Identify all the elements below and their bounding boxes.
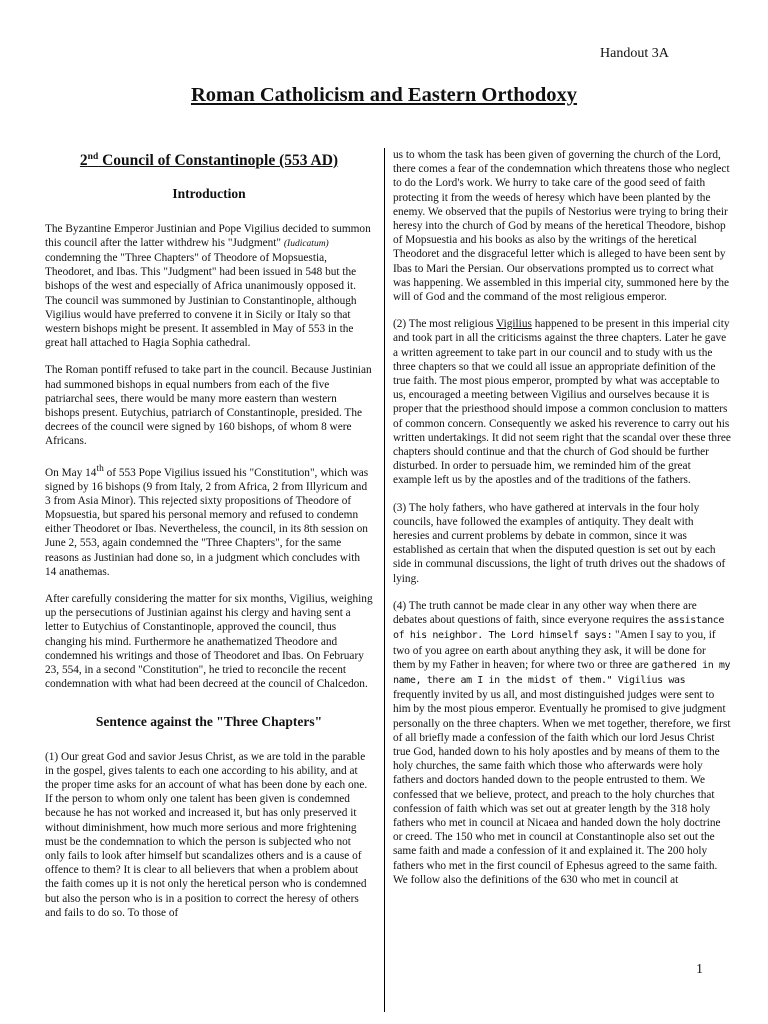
introduction-heading: Introduction	[172, 186, 246, 202]
right-p2-text-a: (2) The most religious	[393, 318, 497, 331]
intro-p1-text-a: The Byzantine Emperor Justinian and Pope Vigilius decided to summon this council after the latter withdrew his "Judgment"	[45, 222, 371, 249]
intro-paragraph-2: The Roman pontiff refused to take part in the council. Because Justinian had summoned bishops in equal numbers from each of the five patriarchal sees, there would be many more eastern than western bishops present. Eutychius, patriarch of Constantinople, presided. The decrees of the council were signed by 160 bishops, of whom 8 were Africans.	[45, 364, 372, 448]
intro-paragraph-1	[45, 222, 373, 351]
vigilius-underlined: Vigilius	[496, 318, 532, 331]
right-paragraph-4	[393, 599, 731, 887]
right-p4-text-b: "Amen I say to you, if two of you agree on earth about anything they ask, it will be done for them by my Father in heaven; for where two or three are	[393, 629, 716, 671]
column-divider	[384, 148, 385, 1012]
left-column	[45, 148, 373, 933]
sentence-paragraph-1: (1) Our great God and savior Jesus Christ, as we are told in the parable in the gospel, gives talents to each one according to his ability, and at the proper time asks for an account of what has been done by each one. If the person to whom only one talent has been given is condemned because he has not worked and increased it, but has only preserved it without diminishment, how much more serious and more frightening must be the condemnation to which the person is subjected who not only fails to look after himself but scandalizes others and is a cause of offence to them? It is clear to all believers that when a problem about the faith comes up it is not only the heretical person who is condemned but also the person who is in a position to correct the heresy of others and fails to do so. To those of	[45, 750, 368, 919]
right-paragraph-3: (3) The holy fathers, who have gathered at intervals in the four holy councils, have followed the examples of antiquity. They dealt with heresies and current problems by debate in common, since it was established as certain that when the disputed question is set out by each side in communal discussions, the light of truth drives out the shadows of lying.	[393, 501, 726, 585]
right-p4-typed-2: gathered in my name, there am I in the midst of them." Vigilius was	[393, 659, 731, 686]
intro-p3-sup: th	[96, 463, 104, 474]
right-p4-text-c: frequently invited by us all, and most distinguished judges were sent to him by the most pious emperor. Eventually he promised to give judgment personally on the three chapters. When we met together, therefore, we first of all briefly made a confession of the faith which our lord Jesus Christ true God, handed down to his holy apostles and by means of them to the holy churches, the same faith which those who afterwards were holy fathers and doctors handed down to the people entrusted to them. We confessed that we believe, protect, and preach to the holy churches that confession of faith which was set out at greater length by the 318 holy fathers who met in council at Nicaea and handed down the holy doctrine or creed. The 150 who met in council at Constantinople also set out the same faith and made a confession of it and explained it. The 200 holy fathers who met in the first council of Ephesus agreed to the same faith. We follow also the definitions of the 630 who met in council at	[393, 689, 731, 886]
intro-p3-text-a: On May 14	[45, 466, 97, 479]
document-title: Roman Catholicism and Eastern Orthodoxy	[190, 84, 578, 106]
page-number: 1	[696, 962, 703, 977]
right-paragraph-1: us to whom the task has been given of governing the church of the Lord, there comes a fear of the condemnation which threatens those who neglect to do the Lord's work. We hurry to take care of the good seed of faith protecting it from the weeds of heresy which have been planted by the enemy. We observed that the pupils of Nestorius were trying to bring their heresy into the church of God by means of the heretical Theodore, bishop of Mopsuestia and his books as also by the writings of the heretical Theodoret and the disgraceful letter which is alleged to have been sent by Ibas to Mari the Persian. Our observations prompted us to correct what was happening. We assembled in this imperial city, summoned here by the will of God and the command of the most religious emperor.	[393, 149, 730, 304]
council-ordinal: 2	[79, 152, 88, 170]
right-p4-typed-1: assistance of his neighbor. The Lord himself says:	[393, 615, 725, 642]
right-p2-text-b: happened to be present in this imperial city and took part in all the criticisms against the three chapters. Later he gave a written agreement to take part in our council and to study with us the three chapters so that we could all issue an appropriate definition of the true faith. The most pious emperor, prompted by what was acceptable to us, encouraged a meeting between Vigilius and ourselves because it is proper that the priesthood should impose a common conclusion to matters of common concern. Consequently we asked his reverence to carry out his written undertakings. It did not seem right that the scandal over these three chapters should continue and that the church of God should be further disturbed. In order to persuade him, we reminded him of the great example left us by the apostles and of the traditions of the fathers.	[393, 318, 731, 487]
right-paragraph-2	[393, 317, 731, 487]
intro-p1-text-b: condemning the "Three Chapters" of Theodore of Mopsuestia, Theodoret, and Ibas. This "Judgment" had been issued in 548 but the bishops of the west and especially of Africa unanimously opposed it. The council was summoned by Justinian to Constantinople, although Vigilius would have preferred to convene it in Sicily or Italy so that western bishops might be present. It assembled in May of 553 in the great hall attached to Hagia Sophia cathedral.	[45, 251, 357, 350]
right-p4-text-a: (4) The truth cannot be made clear in any other way when there are debates about questions of faith, since everyone requires the	[393, 599, 697, 627]
handout-label: Handout 3A	[600, 46, 669, 61]
intro-p3-text-b: of 553 Pope Vigilius issued his "Constitution", which was signed by 16 bishops (9 from Italy, 2 from Africa, 2 from Illyricum and 3 from Asia Minor). This rejected sixty propositions of Theodore of Mopsuestia, but spared his personal memory and refused to condemn either Theodoret or Ibas. Nevertheless, the council, in its 8th session on June 2, 553, again condemned the "Three Chapters", for the same reasons as Justinian had done so, in a judgment which concludes with 14 anathemas.	[45, 466, 369, 578]
intro-paragraph-4: After carefully considering the matter for six months, Vigilius, weighing up the persecutions of Justinian against his clergy and having sent a letter to Eutychius of Constantinople, approved the council, thus changing his mind. Furthermore he anathematized Theodore and condemned his writings and those of Theodoret and Ibas. On February 23, 554, in a second "Constitution", he tried to reconcile the recent condemnation with what had been decreed at the council of Chalcedon.	[45, 593, 373, 691]
intro-paragraph-3	[45, 462, 373, 579]
council-ordinal-suffix: nd	[87, 152, 99, 162]
right-column	[393, 148, 731, 900]
iudicatum-term: (Iudicatum)	[283, 238, 329, 249]
council-heading-text: Council of Constantinople (553 AD)	[98, 152, 339, 170]
sentence-heading: Sentence against the "Three Chapters"	[95, 714, 323, 730]
council-heading	[45, 150, 373, 168]
